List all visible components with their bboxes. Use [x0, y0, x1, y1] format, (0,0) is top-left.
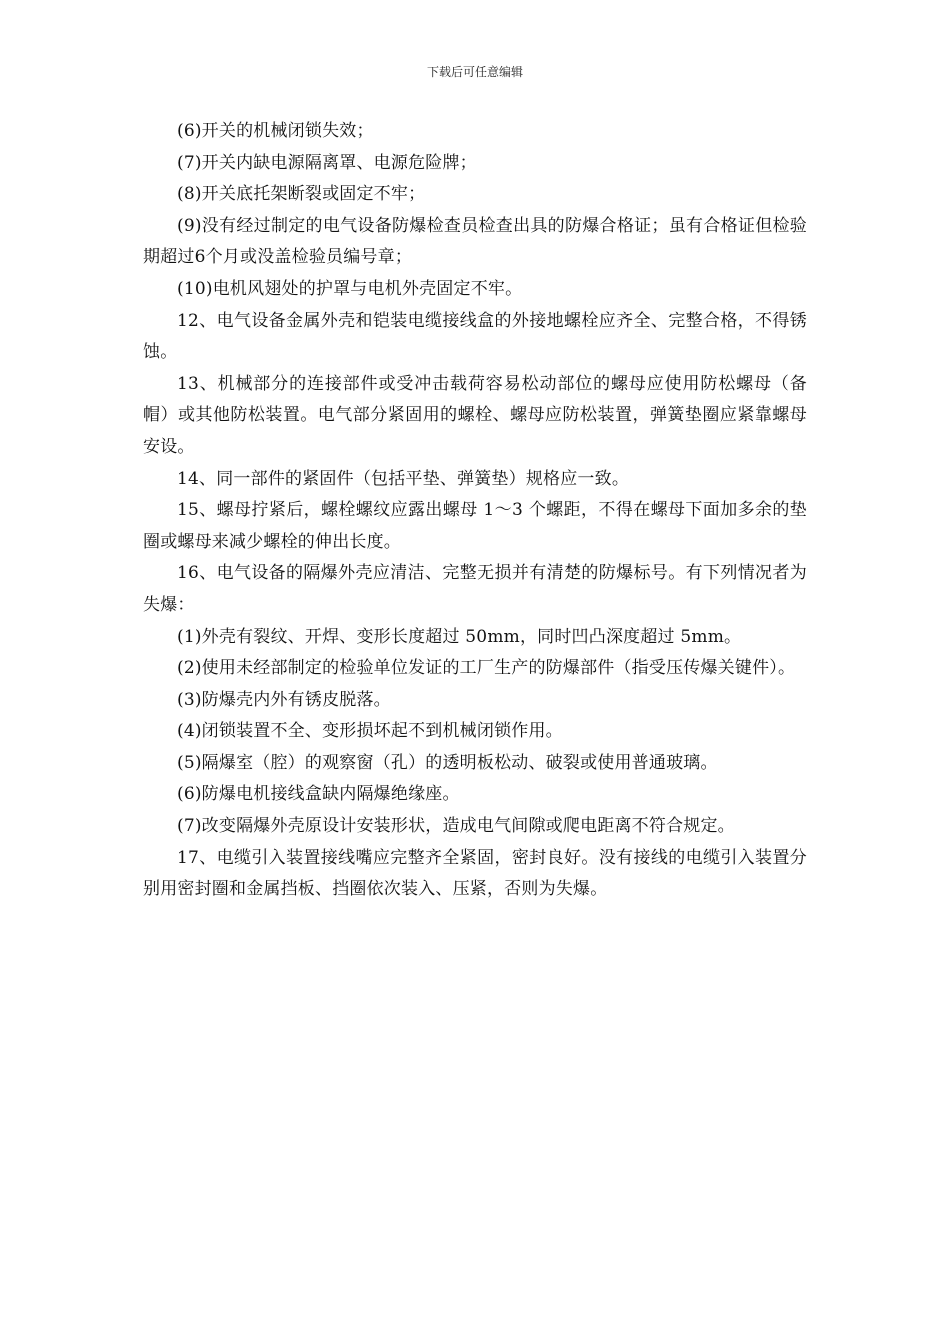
paragraph: 16、电气设备的隔爆外壳应清洁、完整无损并有清楚的防爆标号。有下列情况者为失爆： [143, 563, 807, 615]
paragraph: 13、机械部分的连接部件或受冲击载荷容易松动部位的螺母应使用防松螺母（备帽）或其他防松装置。电气部分紧固用的螺栓、螺母应防松装置，弹簧垫圈应紧靠螺母安设。 [143, 373, 807, 457]
paragraph: (10)电机风翅处的护罩与电机外壳固定不牢。 [177, 278, 523, 299]
paragraph: (9)没有经过制定的电气设备防爆检查员检查出具的防爆合格证；虽有合格证但检验期超过6个月或没盖检验员编号章； [143, 215, 807, 268]
page-header: 下载后可任意编辑 [426, 65, 523, 79]
paragraph: 15、螺母拧紧后，螺栓螺纹应露出螺母 1～3 个螺距，不得在螺母下面加多余的垫圈或螺母来减少螺栓的伸出长度。 [143, 500, 807, 552]
paragraph: (1)外壳有裂纹、开焊、变形长度超过 50mm，同时凹凸深度超过 5mm。 [177, 626, 742, 647]
paragraph: (7)改变隔爆外壳原设计安装形状，造成电气间隙或爬电距离不符合规定。 [177, 816, 735, 837]
paragraph: (3)防爆壳内外有锈皮脱落。 [177, 689, 391, 710]
paragraph: 12、电气设备金属外壳和铠装电缆接线盒的外接地螺栓应齐全、完整合格，不得锈蚀。 [143, 310, 807, 363]
paragraph: (2)使用未经部制定的检验单位发证的工厂生产的防爆部件（指受压传爆关键件）。 [177, 658, 796, 679]
paragraph: (4)闭锁装置不全、变形损坏起不到机械闭锁作用。 [177, 721, 563, 742]
paragraph: (8)开关底托架断裂或固定不牢； [177, 184, 426, 205]
paragraph: (7)开关内缺电源隔离罩、电源危险牌； [177, 152, 477, 173]
paragraph: (6)开关的机械闭锁失效； [177, 121, 374, 141]
paragraph: (5)隔爆室（腔）的观察窗（孔）的透明板松动、破裂或使用普通玻璃。 [177, 752, 718, 773]
document-body [143, 116, 807, 906]
paragraph: 14、同一部件的紧固件（包括平垫、弹簧垫）规格应一致。 [177, 468, 630, 489]
paragraph: 17、电缆引入装置接线嘴应完整齐全紧固，密封良好。没有接线的电缆引入装置分别用密封圈和金属挡板、挡圈依次装入、压紧，否则为失爆。 [143, 847, 807, 900]
paragraph: (6)防爆电机接线盒缺内隔爆绝缘座。 [177, 784, 460, 805]
